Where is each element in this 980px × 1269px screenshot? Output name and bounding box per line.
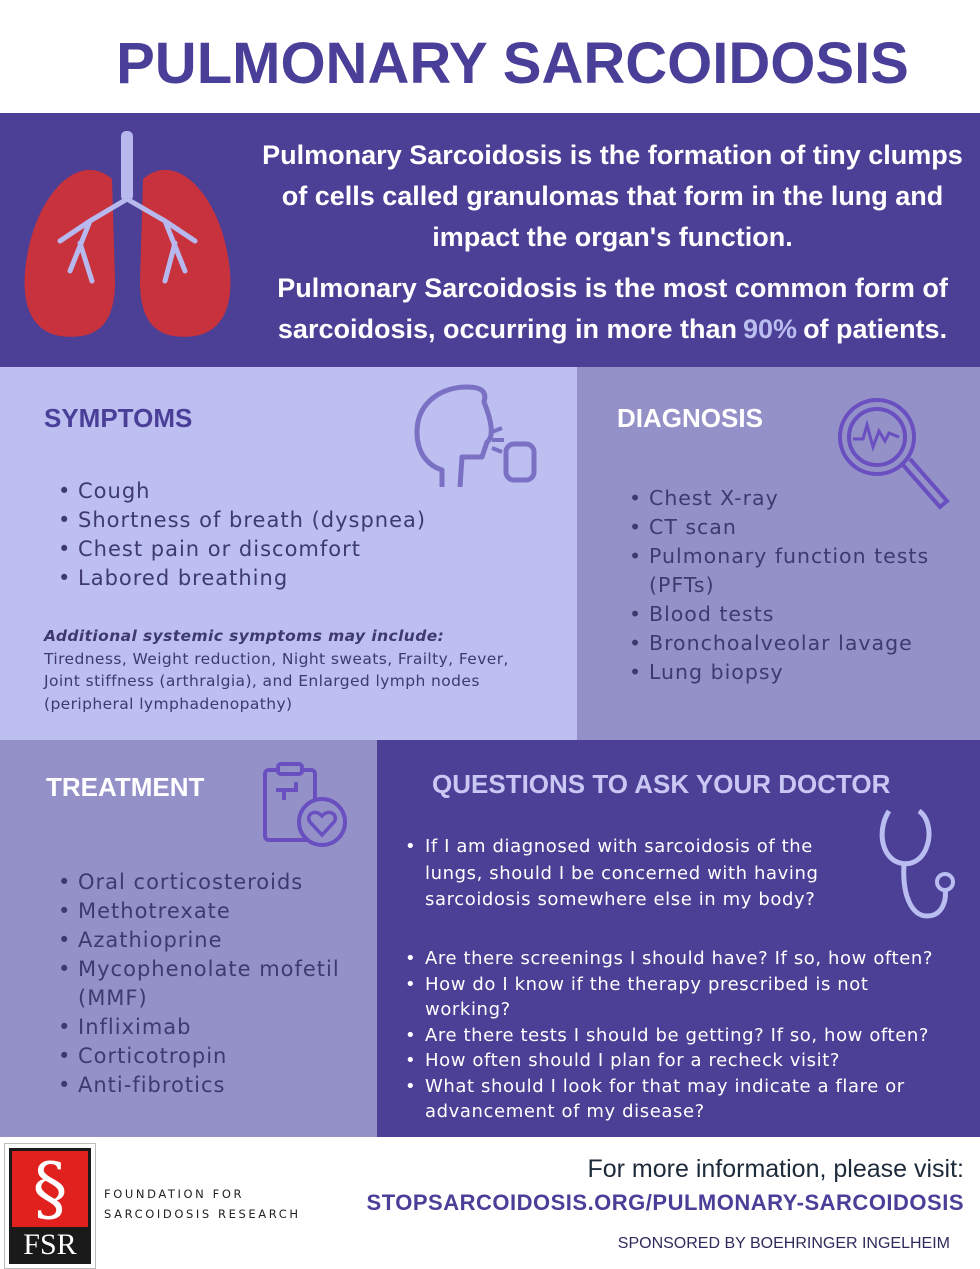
list-item: • CT scan [627,513,972,542]
fsr-logo [4,1143,96,1269]
symptoms-list [56,477,426,593]
additional-symptoms [44,625,524,715]
symptoms-section [0,367,577,740]
org-line-1: FOUNDATION FOR [104,1187,245,1201]
treatment-list [56,868,366,1100]
list-item: • Chest pain or discomfort [56,535,426,564]
intro-definition: Pulmonary Sarcoidosis is the formation of tiny clumps of cells called granulomas that form in the lung and impact the organ's function. [262,140,963,252]
intro-prevalence [250,268,975,350]
list-item: • Pulmonary function tests (PFTs) [627,542,972,600]
org-line-2: SARCOIDOSIS RESEARCH [104,1207,301,1221]
coughing-person-icon [412,382,542,492]
list-item: • Anti-fibrotics [56,1071,366,1100]
logo-text: FSR [23,1228,77,1261]
clipboard-heart-icon [260,760,350,850]
intro-banner [0,113,980,367]
stethoscope-icon [877,806,967,926]
list-item: • Mycophenolate mofetil (MMF) [56,955,366,1013]
questions-list [403,946,980,1125]
prevalence-percent: 90% [743,314,798,344]
list-item: • Cough [56,477,426,506]
org-name [104,1184,301,1224]
treatment-section [0,740,377,1137]
page-title: PULMONARY SARCOIDOSIS [116,31,909,96]
list-item: • If I am diagnosed with sarcoidosis of the lungs, should I be concerned with having sarcoidosis somewhere else in my body? [403,834,823,914]
additional-symptoms-text: Tiredness, Weight reduction, Night sweats, Frailty, Fever, Joint stiffness (arthralgia), and Enlarged lymph nodes (peripheral lymphadenopathy) [44,649,509,713]
website-link[interactable]: STOPSARCOIDOSIS.ORG/PULMONARY-SARCOIDOSIS [366,1190,964,1215]
list-item: • How often should I plan for a recheck visit? [403,1048,980,1074]
list-item: • Are there screenings I should have? If so, how often? [403,946,980,972]
treatment-heading: TREATMENT [46,772,205,802]
list-item: • Blood tests [627,600,972,629]
list-item: • Oral corticosteroids [56,868,366,897]
lungs-icon [20,131,235,351]
footer [0,1137,980,1269]
list-item: • Bronchoalveolar lavage [627,629,972,658]
section-sign-icon: § [12,1151,88,1227]
list-item: • Chest X-ray [627,484,972,513]
questions-list-top [403,834,823,914]
list-item: • Are there tests I should be getting? If so, how often? [403,1023,980,1049]
diagnosis-heading: DIAGNOSIS [617,403,763,433]
list-item: • Methotrexate [56,897,366,926]
list-item: • Shortness of breath (dyspnea) [56,506,426,535]
prevalence-text-end: of patients. [803,314,948,344]
diagnosis-list [627,484,972,687]
diagnosis-section [577,367,980,740]
list-item: • Lung biopsy [627,658,972,687]
prevalence-text: Pulmonary Sarcoidosis is the most common form of sarcoidosis, occurring in more than [277,273,948,344]
list-item: • Labored breathing [56,564,426,593]
list-item: • Azathioprine [56,926,366,955]
list-item: • Corticotropin [56,1042,366,1071]
questions-heading: QUESTIONS TO ASK YOUR DOCTOR [432,769,891,799]
list-item: • Infliximab [56,1013,366,1042]
list-item: • How do I know if the therapy prescribed is not working? [403,972,923,1023]
questions-section [377,740,980,1137]
list-item: • What should I look for that may indicate a flare or advancement of my disease? [403,1074,943,1125]
sponsor-text: SPONSORED BY BOEHRINGER INGELHEIM [617,1235,950,1252]
symptoms-heading: SYMPTOMS [44,403,193,433]
more-info-text: For more information, please visit: [587,1155,964,1183]
additional-symptoms-label: Additional systemic symptoms may include: [44,627,445,645]
